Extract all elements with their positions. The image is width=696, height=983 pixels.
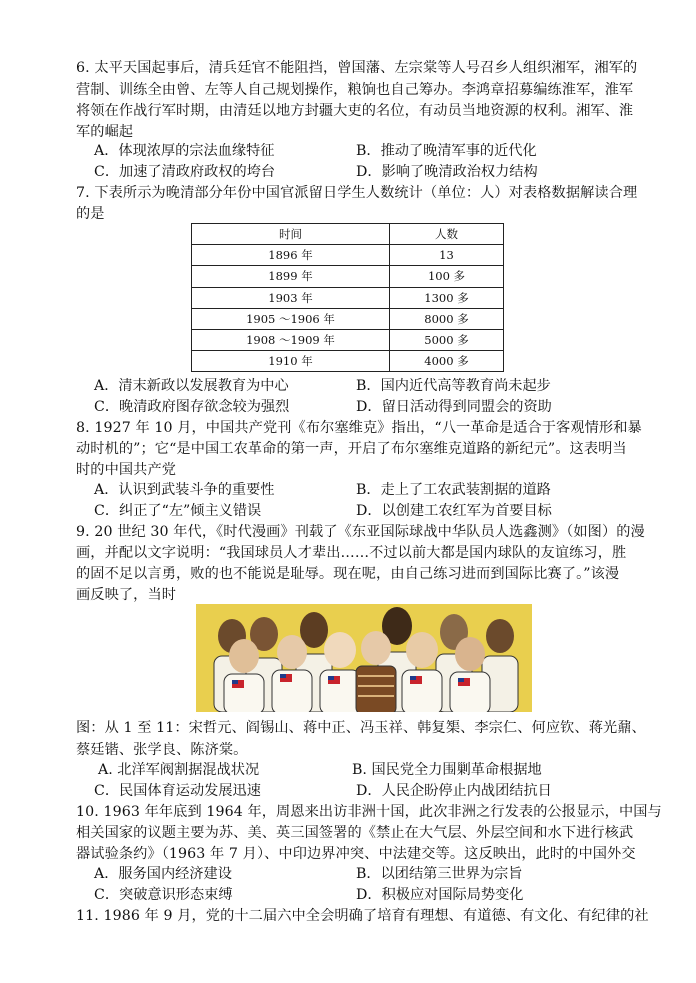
q9-caption-line-2: 蔡廷锴、张学良、陈济棠。: [76, 742, 248, 758]
q8-stem-line-2: 动时机的”；它“是中国工农革命的第一声，开启了布尔塞维克道路的新纪元”。这表明当: [76, 441, 627, 457]
q10-stem-line-2: 相关国家的议题主要为苏、美、英三国签署的《禁止在大气层、外层空间和水下进行核武: [76, 825, 634, 841]
table-header-row: [192, 224, 504, 245]
student-count-table: [191, 223, 504, 372]
q8-option-b: B．走上了工农武装割据的道路: [356, 482, 551, 498]
q6-option-c: C．加速了清政府政权的垮台: [94, 164, 276, 180]
table-row: [192, 245, 504, 266]
q6-stem-line-1: 6. 太平天国起事后，清兵廷官不能阻挡，曾国藩、左宗棠等人号召乡人组织湘军，湘军的: [76, 60, 638, 76]
q7-option-a: A．清末新政以发展教育为中心: [94, 378, 289, 394]
table-cell: 100 多: [390, 266, 504, 287]
q6-option-d: D．影响了晚清政治权力结构: [356, 164, 538, 180]
table-header-time: 时间: [192, 224, 390, 245]
q9-caption-line-1: 图：从 1 至 11：宋哲元、阎锡山、蒋中正、冯玉祥、韩复榘、李宗仁、何应钦、蒋光鼐、: [76, 720, 646, 736]
q10-stem-line-3: 器试验条约》（1963 年 7 月）、中印边界冲突、中法建交等。这反映出，此时的中国外交: [76, 846, 636, 862]
player-figure: [402, 632, 442, 712]
table-cell: 1908 ～1909 年: [192, 329, 390, 350]
q10-option-b: B．以团结第三世界为宗旨: [356, 866, 523, 882]
table-row: [192, 266, 504, 287]
table-cell: 4000 多: [390, 351, 504, 372]
q10-option-d: D．积极应对国际局势变化: [356, 887, 524, 903]
table-cell: 1905 ～1906 年: [192, 308, 390, 329]
q10-option-c: C．突破意识形态束缚: [94, 887, 233, 903]
q7-option-b: B．国内近代高等教育尚未起步: [356, 378, 551, 394]
q8-stem-line-1: 8. 1927 年 10 月，中国共产党刊《布尔塞维克》指出，“八一革命是适合于客观情形和暴: [76, 420, 642, 436]
cartoon-drawing: [196, 604, 532, 712]
q6-stem-line-3: 将领在作战行军时期，由清廷以地方封疆大吏的名位，有动员当地资源的权利。湘军、淮: [76, 103, 634, 119]
q10-stem-line-1: 10. 1963 年年底到 1964 年，周恩来出访非洲十国，此次非洲之行发表的公报显示，中国与: [76, 804, 662, 820]
goalkeeper-figure: [356, 631, 396, 712]
q9-stem-line-3: 的固不足以言勇，败的也不能说是耻辱。现在呢，由自己练习进而到国际比赛了。”该漫: [76, 566, 620, 582]
table-cell: 13: [390, 245, 504, 266]
table-cell: 8000 多: [390, 308, 504, 329]
player-figure: [320, 632, 360, 712]
q6-option-b: B．推动了晚清军事的近代化: [356, 143, 537, 159]
football-team-cartoon: [196, 604, 532, 712]
table-row: [192, 287, 504, 308]
table-cell: 1300 多: [390, 287, 504, 308]
table-row: [192, 351, 504, 372]
q9-option-c: C．民国体育运动发展迅速: [94, 783, 261, 799]
q11-stem-line-1: 11. 1986 年 9 月，党的十二届六中全会明确了培育有理想、有道德、有文化、有纪律的社: [76, 908, 649, 924]
q6-option-a: A．体现浓厚的宗法血缘特征: [94, 143, 275, 159]
q7-stem-line-2: 的是: [76, 206, 105, 222]
player-figure: [272, 635, 312, 712]
q7-stem-line-1: 7. 下表所示为晚清部分年份中国官派留日学生人数统计（单位：人）对表格数据解读合理: [76, 185, 638, 201]
q6-stem-line-4: 军的崛起: [76, 124, 134, 140]
table-cell: 1899 年: [192, 266, 390, 287]
q9-option-a: A. 北洋军阀割据混战状况: [98, 762, 260, 778]
table-header-count: 人数: [390, 224, 504, 245]
q8-option-c: C．纠正了“左”倾主义错误: [94, 503, 262, 519]
q7-option-c: C．晚清政府图存欲念较为强烈: [94, 399, 290, 415]
q9-stem-line-2: 画，并配以文字说明：“我国球员人才辈出……不过以前大都是国内球队的友谊练习，胜: [76, 545, 627, 561]
q8-option-a: A．认识到武装斗争的重要性: [94, 482, 275, 498]
table-cell: 1903 年: [192, 287, 390, 308]
q8-option-d: D．以创建工农红军为首要目标: [356, 503, 552, 519]
q6-stem-line-2: 营制、训练全由曾、左等人自己规划操作，粮饷也自己筹办。李鸿章招募编练淮军，淮军: [76, 82, 634, 98]
player-figure: [224, 639, 264, 712]
q8-stem-line-3: 时的中国共产党: [76, 462, 177, 478]
table-cell: 1896 年: [192, 245, 390, 266]
q7-option-d: D．留日活动得到同盟会的资助: [356, 399, 552, 415]
table-row: [192, 329, 504, 350]
q9-stem-line-4: 画反映了，当时: [76, 587, 177, 603]
table-cell: 5000 多: [390, 329, 504, 350]
q9-option-d: D．人民企盼停止内战团结抗日: [356, 783, 552, 799]
player-figure: [450, 637, 490, 712]
table-row: [192, 308, 504, 329]
table-cell: 1910 年: [192, 351, 390, 372]
q9-option-b: B. 国民党全力围剿革命根据地: [352, 762, 542, 778]
q9-stem-line-1: 9. 20 世纪 30 年代，《时代漫画》刊载了《东亚国际球战中华队员人选鑫测》（如图）的漫: [76, 524, 645, 540]
q10-option-a: A．服务国内经济建设: [94, 866, 232, 882]
